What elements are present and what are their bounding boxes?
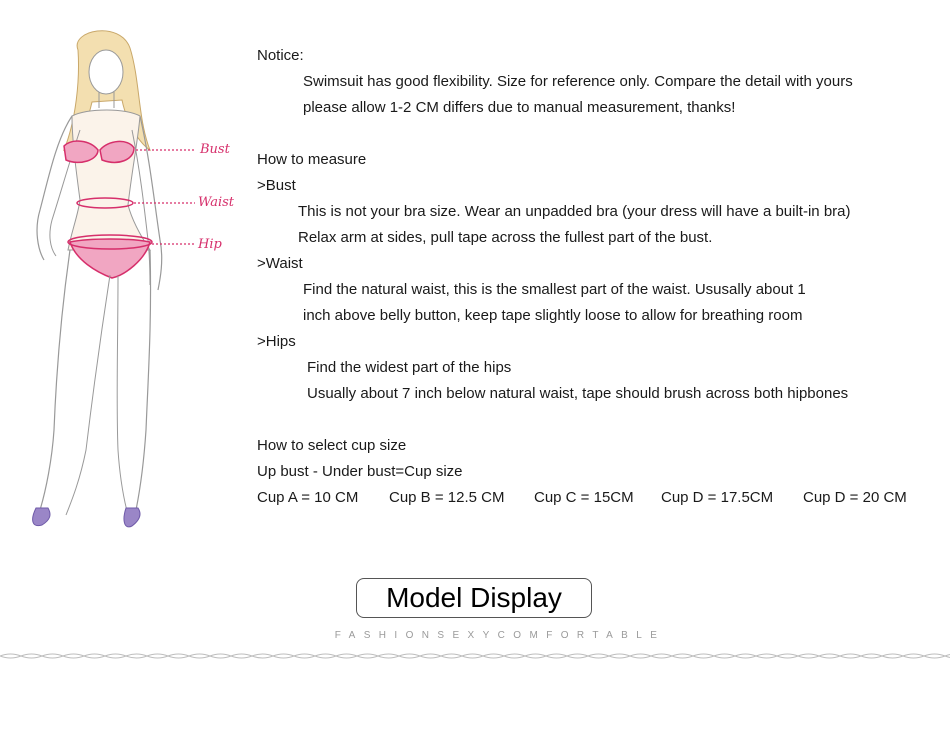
- cup-size-formula: Up bust - Under bust=Cup size: [257, 463, 463, 480]
- brand-tagline: FASHIONSEXYCOMFORTABLE: [334, 630, 666, 641]
- cup-size-heading: How to select cup size: [257, 437, 407, 454]
- cup-size-row: [257, 485, 947, 511]
- model-display-heading: Model Display: [356, 578, 592, 618]
- bust-line-2: Relax arm at sides, pull tape across the fullest part of the bust.: [298, 229, 713, 246]
- hips-heading: >Hips: [257, 333, 296, 350]
- bust-label: Bust: [200, 142, 230, 157]
- waist-line-1: Find the natural waist, this is the smallest part of the waist. Ususally about 1: [303, 281, 806, 298]
- size-guide-text: [257, 43, 947, 511]
- notice-line-2: please allow 1-2 CM differs due to manual measurement, thanks!: [303, 99, 736, 116]
- notice-heading: Notice:: [257, 47, 304, 64]
- wave-divider: [0, 646, 950, 666]
- bust-line-1: This is not your bra size. Wear an unpadded bra (your dress will have a built-in bra): [298, 203, 851, 220]
- notice-line-1: Swimsuit has good flexibility. Size for reference only. Compare the detail with yours: [303, 73, 853, 90]
- body-measurement-illustration: [0, 20, 250, 540]
- hip-label: Hip: [198, 237, 222, 252]
- waist-heading: >Waist: [257, 255, 303, 272]
- hips-line-2: Usually about 7 inch below natural waist, tape should brush across both hipbones: [307, 385, 849, 402]
- cup-size-item: Cup C = 15CM: [534, 489, 634, 506]
- waist-label: Waist: [198, 195, 235, 210]
- cup-size-item: Cup A = 10 CM: [257, 489, 359, 506]
- cup-size-item: Cup D = 20 CM: [803, 489, 907, 506]
- waist-line-2: inch above belly button, keep tape slightly loose to allow for breathing room: [303, 307, 803, 324]
- cup-size-item: Cup B = 12.5 CM: [389, 489, 505, 506]
- how-to-measure-heading: How to measure: [257, 151, 367, 168]
- bust-heading: >Bust: [257, 177, 296, 194]
- cup-size-item: Cup D = 17.5CM: [661, 489, 774, 506]
- hips-line-1: Find the widest part of the hips: [307, 359, 512, 376]
